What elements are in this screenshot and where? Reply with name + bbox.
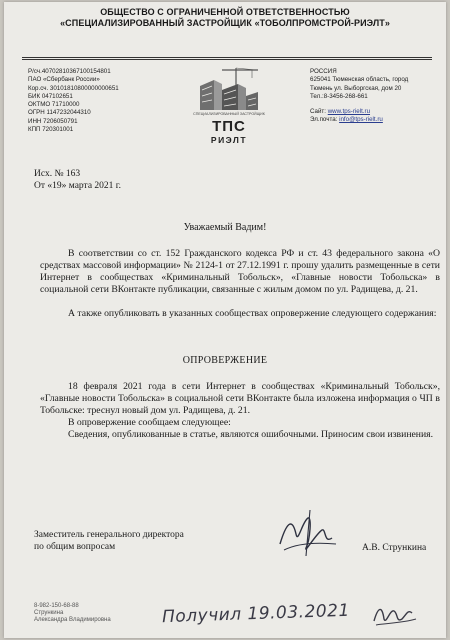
position-line2: по общим вопросам bbox=[34, 542, 116, 552]
logo-tagline: СПЕЦИАЛИЗИРОВАННЫЙ ЗАСТРОЙЩИК bbox=[193, 112, 265, 116]
header-rule-bottom bbox=[22, 59, 432, 60]
contact-person-surname: Стрункина bbox=[34, 610, 64, 616]
contact-site-row bbox=[310, 108, 408, 116]
paragraph-inform: В опровержение сообщаем следующее: bbox=[68, 417, 231, 428]
greeting: Уважаемый Вадим! bbox=[183, 222, 267, 233]
contact-person-phone: 8-982-150-68-88 bbox=[34, 603, 79, 609]
contact-address-line1: 625041 Тюменская область, город bbox=[310, 76, 409, 84]
bank-oktmo: ОКТМО 71710000 bbox=[28, 101, 80, 109]
reference-date: От «19» марта 2021 г. bbox=[34, 181, 121, 191]
bank-bik: БИК 047102651 bbox=[28, 92, 73, 100]
receipt-signature-icon bbox=[372, 599, 420, 629]
receipt-note: Получил 19.03.2021 bbox=[161, 600, 351, 628]
company-contacts bbox=[310, 68, 408, 125]
email-label: Эл.почта: bbox=[310, 116, 340, 124]
site-link[interactable]: www.tps-rielt.ru bbox=[327, 108, 371, 116]
logo-brand-sub: РИЭЛТ bbox=[210, 135, 248, 145]
signatory-name: А.В. Стрункина bbox=[362, 543, 427, 553]
paragraph-apology: Сведения, опубликованные в статье, являются ошибочными. Приносим свои извинения. bbox=[68, 429, 434, 440]
paragraph-refutation: 18 февраля 2021 года в сети Интернет в сообществах «Криминальный Тобольск», «Главные новости Тобольска» в социальной сети ВКонтакте была изложена информация о ЧП в Тобольске: треснул новый дом ул. Радищева, д. 21. bbox=[40, 381, 440, 416]
header-rule-top bbox=[22, 57, 432, 58]
site-label: Сайт: bbox=[310, 108, 328, 116]
bank-details bbox=[28, 68, 119, 134]
contact-person-name: Александра Владимировна bbox=[34, 617, 111, 623]
outgoing-reference bbox=[34, 168, 121, 192]
email-link[interactable]: info@tps-rielt.ru bbox=[339, 116, 383, 124]
buildings-crane-icon bbox=[192, 66, 266, 112]
org-name-line1: ОБЩЕСТВО С ОГРАНИЧЕННОЙ ОТВЕТСТВЕННОСТЬЮ bbox=[100, 7, 350, 17]
contact-address-line2: Тюмень ул. Выборгская, дом 20 bbox=[310, 84, 402, 92]
bank-kpp: КПП 720301001 bbox=[28, 126, 74, 134]
letter-sheet bbox=[4, 2, 446, 638]
logo-brand: ТПС bbox=[212, 118, 246, 135]
reference-number: Исх. № 163 bbox=[34, 169, 81, 179]
contact-phone: Тел.:8-3456-268-661 bbox=[310, 92, 368, 100]
handwritten-signature-icon bbox=[266, 504, 346, 562]
bank-inn: ИНН 7206050791 bbox=[28, 117, 78, 125]
contact-country: РОССИЯ bbox=[310, 68, 337, 75]
contact-email-row bbox=[310, 116, 408, 124]
paragraph-publish: А также опубликовать в указанных сообществах опровержение следующего содержания: bbox=[68, 308, 437, 319]
company-logo bbox=[192, 66, 266, 146]
signatory-position bbox=[34, 529, 184, 553]
refutation-title: ОПРОВЕРЖЕНИЕ bbox=[182, 355, 268, 366]
position-line1: Заместитель генерального директора bbox=[34, 530, 184, 540]
bank-account: Р/сч.40702810367100154801 bbox=[28, 68, 111, 75]
paragraph-request: В соответствии со ст. 152 Гражданского кодекса РФ и ст. 43 федерального закона «О средствах массовой информации» № 2124-1 от 27.12.1991 г. прошу удалить размещенные в сети Интернет в сообществах «Криминальный Тобольск», «Главные новости Тобольска» в социальной сети ВКонтакте публикации, связанные с жилым домом по ул. Радищева, д. 21. bbox=[40, 248, 440, 295]
bank-name: ПАО «Сбербанк России» bbox=[28, 76, 100, 84]
org-name-line2: «СПЕЦИАЛИЗИРОВАННЫЙ ЗАСТРОЙЩИК «ТОБОЛПРОМСТРОЙ-РИЭЛТ» bbox=[60, 18, 390, 28]
bank-corr-account: Кор.сч. 30101810800000000651 bbox=[28, 84, 119, 92]
contact-person bbox=[34, 603, 111, 624]
letterhead bbox=[4, 7, 446, 29]
bank-ogrn: ОГРН 1147232044310 bbox=[28, 109, 91, 117]
